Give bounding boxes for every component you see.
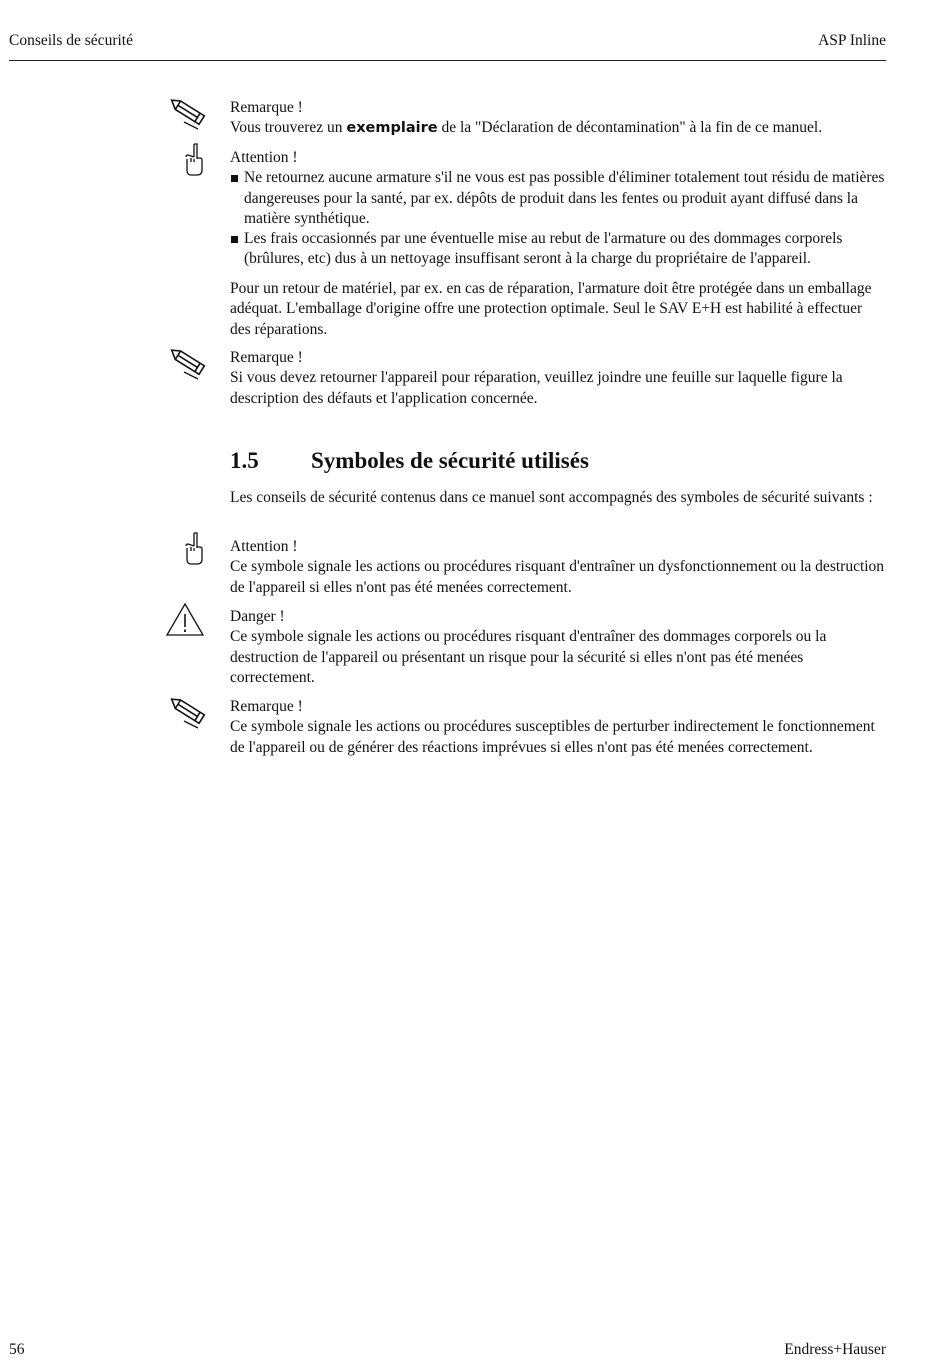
note-remarque-1 bbox=[230, 98, 886, 139]
symbol-title: Danger ! bbox=[230, 608, 285, 625]
attention-title: Attention ! bbox=[230, 149, 298, 166]
note-text-part: de la "Déclaration de décontamination" à la fin de ce manuel. bbox=[437, 119, 823, 137]
header-product-name: ASP Inline bbox=[818, 32, 886, 49]
header-chapter-title: Conseils de sécurité bbox=[9, 32, 133, 49]
symbol-text: Ce symbole signale les actions ou procédures susceptibles de perturber indirectement le fonctionnement de l'appareil ou de générer des réactions imprévues si elles n'ont pas été menées correctement. bbox=[230, 718, 875, 756]
section-number: 1.5 bbox=[230, 448, 259, 473]
body-paragraph bbox=[230, 279, 886, 340]
note-text: Si vous devez retourner l'appareil pour réparation, veuillez joindre une feuille sur laquelle figure la description des défauts et l'application concernée. bbox=[230, 369, 843, 407]
symbol-danger bbox=[230, 607, 886, 688]
list-item: Les frais occasionnés par une éventuelle mise au rebut de l'armature ou des dommages corporels (brûlures, etc) dus à un nettoyage insuffisant seront à la charge du propriétaire de l'appareil. bbox=[230, 229, 886, 270]
attention-bullet-list bbox=[230, 168, 886, 269]
note-title: Remarque ! bbox=[230, 99, 303, 116]
attention-block-1 bbox=[230, 148, 886, 270]
page-header bbox=[9, 32, 886, 61]
pencil-icon bbox=[164, 348, 208, 384]
note-text bbox=[230, 118, 886, 138]
page-number: 56 bbox=[9, 1341, 25, 1358]
list-item: Ne retournez aucune armature s'il ne vous est pas possible d'éliminer totalement tout résidu de matières dangereuses pour la santé, par ex. dépôts de produit dans les fentes ou produit ayant diffusé dans la matière synthétique. bbox=[230, 168, 886, 229]
symbol-text: Ce symbole signale les actions ou procédures risquant d'entraîner un dysfonctionnement ou la destruction de l'appareil si elles n'ont pas été menées correctement. bbox=[230, 558, 885, 596]
warning-triangle-icon bbox=[166, 602, 210, 638]
pencil-icon bbox=[164, 697, 208, 733]
pencil-icon bbox=[164, 98, 208, 134]
note-text-part: Vous trouverez un bbox=[230, 119, 347, 137]
hand-pointing-icon bbox=[182, 142, 226, 178]
symbol-attention bbox=[230, 537, 886, 598]
footer-brand: Endress+Hauser bbox=[784, 1341, 886, 1358]
note-remarque-2 bbox=[230, 348, 886, 409]
note-title: Remarque ! bbox=[230, 349, 303, 366]
section-heading bbox=[230, 448, 886, 474]
section-title: Symboles de sécurité utilisés bbox=[311, 448, 589, 473]
hand-pointing-icon bbox=[182, 531, 226, 567]
symbol-remarque bbox=[230, 697, 886, 758]
symbol-title: Remarque ! bbox=[230, 698, 303, 715]
paragraph-text: Pour un retour de matériel, par ex. en cas de réparation, l'armature doit être protégée dans un emballage adéquat. L'emballage d'origine offre une protection optimale. Seul le SAV E+H est habilité à effectuer des réparations. bbox=[230, 280, 872, 338]
symbol-title: Attention ! bbox=[230, 538, 298, 555]
symbol-text: Ce symbole signale les actions ou procédures risquant d'entraîner des dommages corporels ou la destruction de l'appareil ou présentant un risque pour la sécurité si elles n'ont pas été menées correctement. bbox=[230, 628, 827, 686]
note-text-bold: exemplaire bbox=[346, 120, 438, 137]
intro-text: Les conseils de sécurité contenus dans ce manuel sont accompagnés des symboles de sécurité suivants : bbox=[230, 489, 873, 506]
section-intro bbox=[230, 488, 886, 508]
